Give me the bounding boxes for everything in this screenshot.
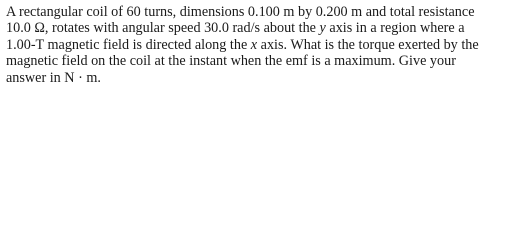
variable-y: y (319, 20, 326, 37)
text-run: answer in N · m. (6, 69, 101, 86)
text-run: 1.00-T magnetic field is directed along the (6, 36, 251, 53)
problem-line (6, 4, 526, 20)
problem-text (6, 4, 526, 86)
variable-x: x (250, 36, 258, 53)
problem-line (6, 70, 526, 86)
problem-line (6, 20, 526, 36)
text-run: axis. What is the torque exerted by the (257, 36, 479, 53)
text-run: 10.0 Ω, rotates with angular speed 30.0 rad/s about the (6, 20, 320, 37)
text-run: axis in a region where a (325, 20, 465, 37)
problem-line (6, 53, 526, 69)
text-run: magnetic field on the coil at the instant when the emf is a maximum. Give your (6, 53, 456, 70)
text-run: A rectangular coil of 60 turns, dimensions 0.100 m by 0.200 m and total resistance (6, 4, 475, 20)
problem-line (6, 37, 526, 53)
